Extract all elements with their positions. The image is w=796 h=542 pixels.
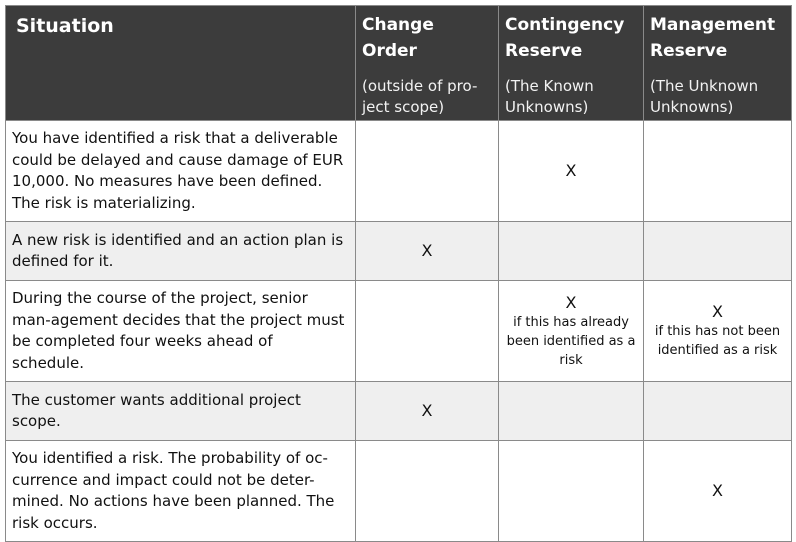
reserve-classification-table [5, 5, 792, 542]
table-row [6, 121, 792, 222]
contingency-cell [499, 382, 644, 441]
change-order-cell [356, 441, 499, 542]
table-row [6, 382, 792, 441]
header-change-order-subtitle: (outside of pro-ject scope) [362, 77, 478, 116]
header-change-order [356, 6, 499, 121]
situation-cell: The customer wants additional project scope. [6, 382, 356, 441]
management-cell [644, 441, 792, 542]
management-note: if this has not been identified as a risk [654, 324, 781, 358]
table-row [6, 281, 792, 382]
header-situation [6, 6, 356, 121]
change-order-mark: X [421, 401, 433, 420]
contingency-cell [499, 441, 644, 542]
contingency-cell [499, 222, 644, 281]
management-mark: X [712, 481, 723, 500]
management-cell [644, 222, 792, 281]
change-order-cell [356, 121, 499, 222]
header-management-subtitle: (The Unknown Unknowns) [650, 77, 759, 116]
header-management-reserve [644, 6, 792, 121]
management-cell [644, 121, 792, 222]
contingency-mark: X [565, 292, 577, 312]
table-row [6, 222, 792, 281]
situation-cell: A new risk is identified and an action plan is defined for it. [6, 222, 356, 281]
contingency-cell [499, 281, 644, 382]
management-mark: X [712, 302, 723, 321]
change-order-cell [356, 382, 499, 441]
header-contingency-reserve [499, 6, 644, 121]
contingency-note: if this has already been identified as a risk [506, 314, 636, 368]
header-change-order-title: Change Order [362, 15, 434, 61]
situation-cell: During the course of the project, senior man-agement decides that the project must be completed four weeks ahead of schedule. [6, 281, 356, 382]
reserve-classification-table-wrapper [5, 5, 792, 542]
header-contingency-subtitle: (The Known Unknowns) [505, 77, 594, 116]
situation-cell: You have identified a risk that a deliverable could be delayed and cause damage of EUR 10,000. No measures have been defined. The risk is materializing. [6, 121, 356, 222]
situation-cell: You identified a risk. The probability of oc-currence and impact could not be deter-mined. No actions have been planned. The risk occurs. [6, 441, 356, 542]
header-row [6, 6, 792, 121]
contingency-mark: X [565, 161, 577, 180]
management-cell [644, 382, 792, 441]
header-situation-title: Situation [16, 15, 114, 37]
change-order-cell [356, 222, 499, 281]
change-order-cell [356, 281, 499, 382]
management-cell [644, 281, 792, 382]
header-contingency-title: Contingency Reserve [505, 15, 625, 61]
header-management-title: Management Reserve [650, 15, 776, 61]
table-row [6, 441, 792, 542]
change-order-mark: X [421, 241, 433, 260]
contingency-cell [499, 121, 644, 222]
